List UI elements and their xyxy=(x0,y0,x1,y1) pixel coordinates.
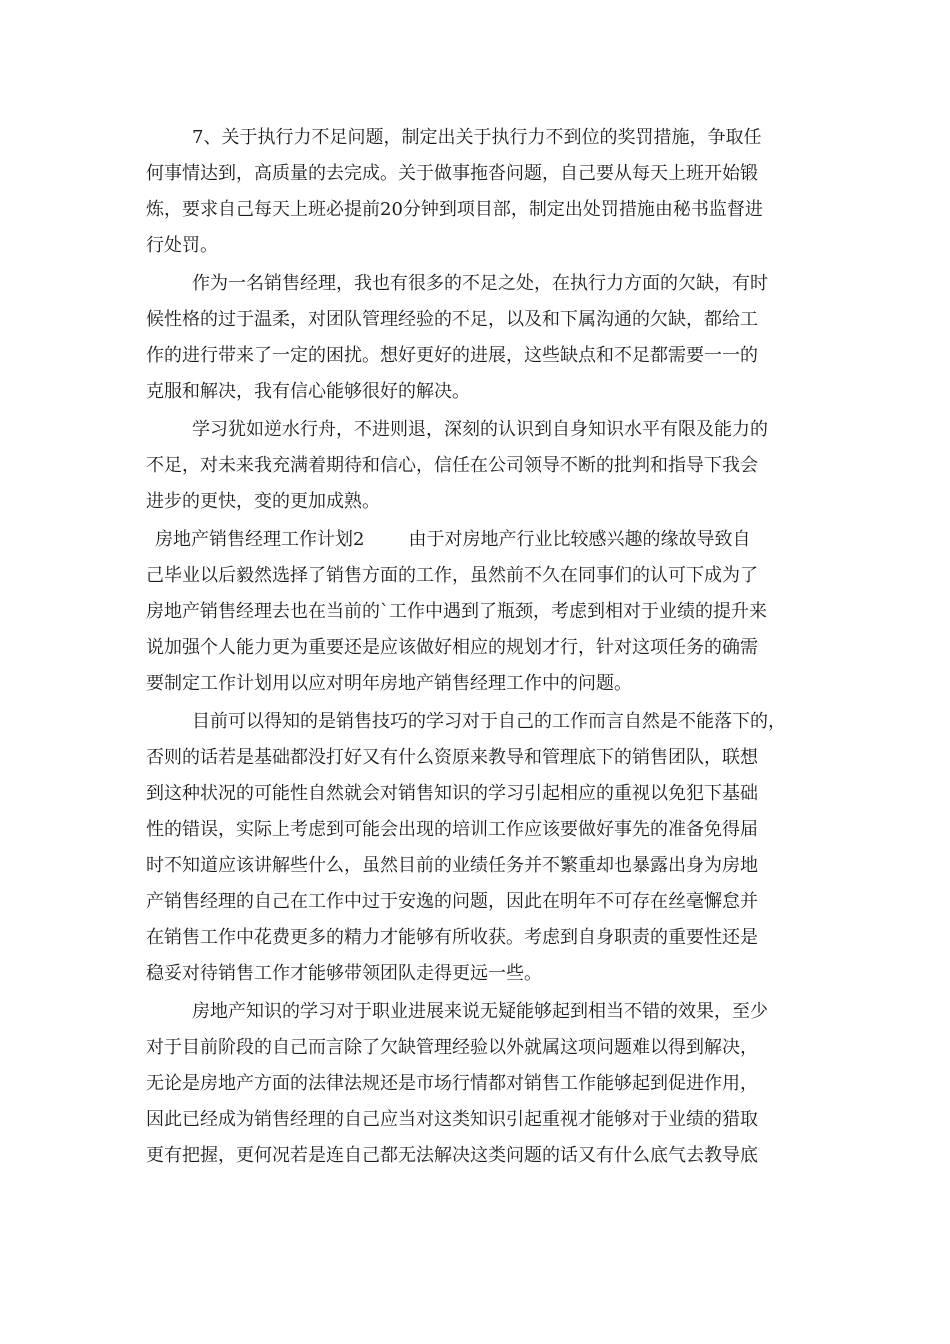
paragraph-4-line-5: 要制定工作计划用以应对明年房地产销售经理工作中的问题。 xyxy=(146,673,632,694)
paragraph-4-line-3: 房地产销售经理去也在当前的`工作中遇到了瓶颈，考虑到相对于业绩的提升来 xyxy=(146,601,767,622)
paragraph-6-line-2: 对于目前阶段的自己而言除了欠缺管理经验以外就属这项问题难以得到解决， xyxy=(146,1037,758,1058)
paragraph-1-line-3: 炼，要求自己每天上班必提前20分钟到项目部，制定出处罚措施由秘书监督进 xyxy=(146,199,763,220)
paragraph-4-line-2: 己毕业以后毅然选择了销售方面的工作，虽然前不久在同事们的认可下成为了 xyxy=(146,565,758,586)
paragraph-5-line-7: 在销售工作中花费更多的精力才能够有所收获。考虑到自身职责的重要性还是 xyxy=(146,927,758,948)
paragraph-1-line-4: 行处罚。 xyxy=(146,235,218,256)
paragraph-4-line-4: 说加强个人能力更为重要还是应该做好相应的规划才行，针对这项任务的确需 xyxy=(146,637,758,658)
paragraph-5-line-2: 否则的话若是基础都没打好又有什么资原来教导和管理底下的销售团队，联想 xyxy=(146,747,758,768)
paragraph-2-line-1: 作为一名销售经理，我也有很多的不足之处，在执行力方面的欠缺，有时 xyxy=(192,273,768,294)
paragraph-6-line-3: 无论是房地产方面的法律法规还是市场行情都对销售工作能够起到促进作用， xyxy=(146,1073,758,1094)
paragraph-6-line-5: 更有把握，更何况若是连自己都无法解决这类问题的话又有什么底气去教导底 xyxy=(146,1145,758,1166)
paragraph-5-line-4: 性的错误，实际上考虑到可能会出现的培训工作应该要做好事先的准备免得届 xyxy=(146,819,758,840)
paragraph-5-line-3: 到这种状况的可能性自然就会对销售知识的学习引起相应的重视以免犯下基础 xyxy=(146,783,758,804)
paragraph-5-line-1: 目前可以得知的是销售技巧的学习对于自己的工作而言自然是不能落下的， xyxy=(192,711,786,732)
paragraph-2-line-2: 候性格的过于温柔，对团队管理经验的不足，以及和下属沟通的欠缺，都给工 xyxy=(146,309,758,330)
paragraph-1-line-2: 何事情达到，高质量的去完成。关于做事拖沓问题，自己要从每天上班开始锻 xyxy=(146,163,758,184)
paragraph-3-line-1: 学习犹如逆水行舟，不进则退，深刻的认识到自身知识水平有限及能力的 xyxy=(192,419,768,440)
paragraph-2-line-4: 克服和解决，我有信心能够很好的解决。 xyxy=(146,381,470,402)
section-heading: 房地产销售经理工作计划2 xyxy=(155,529,365,550)
paragraph-1-line-1: 7、关于执行力不足问题，制定出关于执行力不到位的奖罚措施，争取任 xyxy=(192,127,762,148)
paragraph-5-line-5: 时不知道应该讲解些什么，虽然目前的业绩任务并不繁重却也暴露出身为房地 xyxy=(146,855,758,876)
paragraph-5-line-6: 产销售经理的自己在工作中过于安逸的问题，因此在明年不可存在丝毫懈怠并 xyxy=(146,891,758,912)
section-heading-line xyxy=(155,526,825,554)
paragraph-6-line-1: 房地产知识的学习对于职业进展来说无疑能够起到相当不错的效果，至少 xyxy=(192,1001,768,1022)
paragraph-4-line-1: 由于对房地产行业比较感兴趣的缘故导致自 xyxy=(408,529,751,550)
paragraph-2-line-3: 作的进行带来了一定的困扰。想好更好的进展，这些缺点和不足都需要一一的 xyxy=(146,345,758,366)
paragraph-3-line-3: 进步的更快，变的更加成熟。 xyxy=(146,491,380,512)
paragraph-6-line-4: 因此已经成为销售经理的自己应当对这类知识引起重视才能够对于业绩的猎取 xyxy=(146,1109,758,1130)
paragraph-3-line-2: 不足，对未来我充满着期待和信心，信任在公司领导不断的批判和指导下我会 xyxy=(146,455,758,476)
paragraph-5-line-8: 稳妥对待销售工作才能够带领团队走得更远一些。 xyxy=(146,963,542,984)
